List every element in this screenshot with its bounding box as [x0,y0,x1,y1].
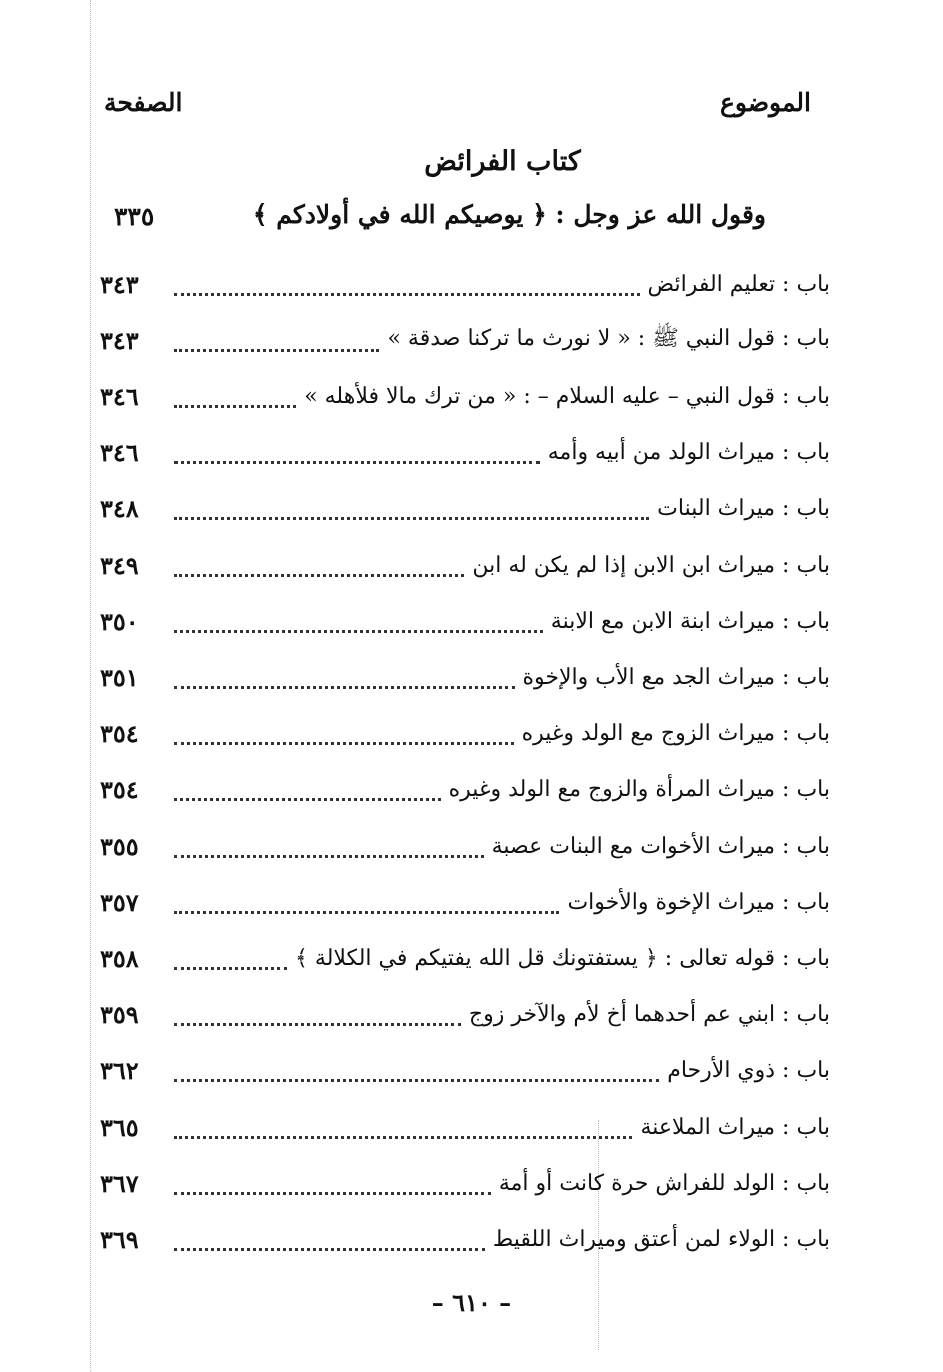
dot-leader [174,574,464,577]
page-column-heading: الصفحة [104,88,183,117]
toc-entry-page: ٣٥١ [100,662,139,692]
toc-entry [100,1107,830,1147]
toc-entry-title: باب : ابني عم أحدهما أخ لأم والآخر زوج [468,1002,830,1028]
toc-entry-page: ٣٥٧ [100,887,139,917]
toc-entry [100,714,830,754]
dot-leader [174,1079,659,1082]
toc-entry [100,489,830,529]
toc-entry-page: ٣٥٥ [100,831,139,861]
toc-entry-page: ٣٥٠ [100,606,139,636]
dot-leader [174,855,484,858]
toc-entry-title: باب : ميراث ابن الابن إذا لم يكن له ابن [472,552,830,578]
toc-entry [100,545,830,585]
toc-entry [100,657,830,697]
toc-entry-title: باب : ميراث ابنة الابن مع الابنة [550,608,830,634]
toc-entry [100,938,830,978]
dot-leader [174,1136,632,1139]
dot-leader [174,967,287,970]
book-title: كتاب الفرائض [424,146,581,177]
toc-entry [100,1051,830,1091]
dot-leader [174,405,296,408]
toc-entry-title: باب : ميراث الأخوات مع البنات عصبة [491,833,830,859]
toc-entry [100,770,830,810]
toc-entry-page: ٣٤٨ [100,494,139,524]
toc-entry-title: باب : ميراث الإخوة والأخوات [567,889,830,915]
toc-entry-page: ٣٥٤ [100,719,139,749]
toc-entry-page: ٣٤٣ [100,269,139,299]
page-number: – ٦١٠ – [431,1288,512,1317]
dot-leader [174,798,441,801]
dot-leader [174,630,543,633]
dot-leader [174,1192,491,1195]
dot-leader [174,461,540,464]
toc-entry-title: باب : تعليم الفرائض [647,271,830,297]
toc-entry-page: ٣٥٩ [100,1000,139,1030]
toc-entry-page: ٣٤٦ [100,438,139,468]
toc-entry-title: باب : ميراث الزوج مع الولد وغيره [521,721,830,747]
toc-entry-title: باب : ميراث الولد من أبيه وأمه [547,440,830,466]
toc-entry-title: باب : ميراث الملاعنة [640,1114,830,1140]
toc-entry [100,601,830,641]
intro-page-number: ٣٣٥ [114,202,155,231]
toc-entry-page: ٣٤٣ [100,325,139,355]
toc-entry-page: ٣٤٦ [100,381,139,411]
toc-entry-title: باب : قول النبي ﷺ : « لا نورث ما تركنا صدقة » [387,326,830,352]
dot-leader [174,742,514,745]
toc-entry [100,320,830,360]
toc-entry [100,376,830,416]
toc-entry-title: باب : الولد للفراش حرة كانت أو أمة [498,1170,830,1196]
toc-entry-page: ٣٦٢ [100,1056,139,1086]
toc-entry [100,1163,830,1203]
toc-entry [100,826,830,866]
topic-column-heading: الموضوع [720,88,811,117]
toc-entry-title: باب : ميراث البنات [657,496,830,522]
toc-entry-title: باب : ميراث المرأة والزوج مع الولد وغيره [448,777,830,803]
dot-leader [174,1023,461,1026]
dot-leader [174,349,379,352]
toc-entry-page: ٣٥٨ [100,943,139,973]
toc-entry-page: ٣٦٩ [100,1224,139,1254]
dot-leader [174,1248,485,1251]
toc-entry [100,882,830,922]
toc-entry-title: باب : قول النبي – عليه السلام – : « من ترك مالا فلأهله » [304,383,830,409]
dot-leader [174,911,559,914]
toc-entry-page: ٣٦٥ [100,1112,139,1142]
toc-entry-page: ٣٥٤ [100,775,139,805]
toc-entry-title: باب : ذوي الأرحام [667,1058,830,1084]
toc-entry-title: باب : قوله تعالى : ﴿ يستفتونك قل الله يفتيكم في الكلالة ﴾ [295,945,830,971]
toc-entry [100,433,830,473]
toc-entry-page: ٣٦٧ [100,1168,139,1198]
intro-heading: وقول الله عز وجل : ﴿ يوصيكم الله في أولادكم ﴾ [252,200,766,229]
scan-guide-line [90,0,91,1372]
toc-entry [100,264,830,304]
toc-entry-page: ٣٤٩ [100,550,139,580]
toc-entry-title: باب : الولاء لمن أعتق وميراث اللقيط [492,1226,830,1252]
dot-leader [174,293,640,296]
toc-entry [100,1219,830,1259]
dot-leader [174,686,515,689]
toc-entry-title: باب : ميراث الجد مع الأب والإخوة [522,664,830,690]
dot-leader [174,517,649,520]
toc-entry [100,995,830,1035]
